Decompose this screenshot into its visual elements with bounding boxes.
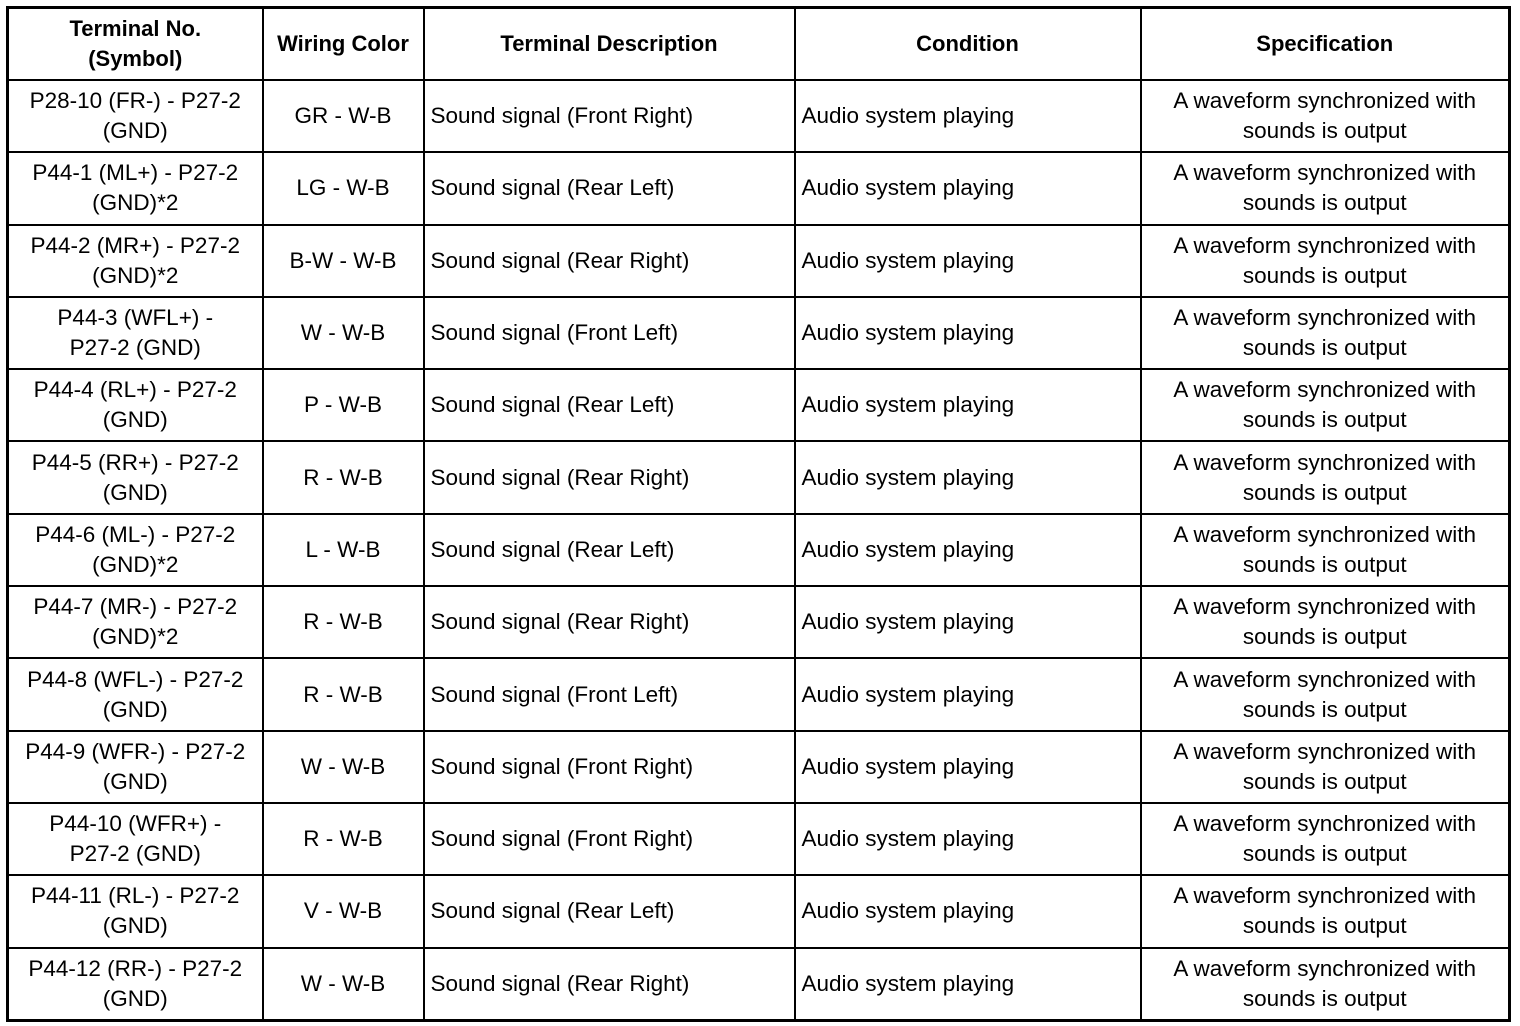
- table-row: [8, 441, 1510, 513]
- cell-terminal: P44-4 (RL+) - P27-2 (GND): [8, 369, 263, 441]
- cell-description: Sound signal (Rear Left): [424, 514, 795, 586]
- cell-condition: Audio system playing: [795, 225, 1141, 297]
- cell-description: Sound signal (Rear Left): [424, 369, 795, 441]
- cell-description: Sound signal (Front Right): [424, 731, 795, 803]
- cell-condition: Audio system playing: [795, 948, 1141, 1021]
- table-row: [8, 948, 1510, 1021]
- cell-description: Sound signal (Rear Right): [424, 948, 795, 1021]
- table-row: [8, 658, 1510, 730]
- cell-condition: Audio system playing: [795, 152, 1141, 224]
- terminal-spec-table: [6, 6, 1511, 1022]
- table-row: [8, 731, 1510, 803]
- cell-terminal: P44-1 (ML+) - P27-2 (GND)*2: [8, 152, 263, 224]
- header-condition: Condition: [795, 8, 1141, 81]
- cell-terminal: P44-8 (WFL-) - P27-2 (GND): [8, 658, 263, 730]
- cell-description: Sound signal (Rear Left): [424, 152, 795, 224]
- cell-wiring-color: R - W-B: [263, 658, 424, 730]
- table-row: [8, 586, 1510, 658]
- header-wiring-color: Wiring Color: [263, 8, 424, 81]
- cell-description: Sound signal (Front Left): [424, 297, 795, 369]
- cell-wiring-color: W - W-B: [263, 948, 424, 1021]
- cell-specification: A waveform synchronized with sounds is output: [1141, 875, 1510, 947]
- header-row: [8, 8, 1510, 81]
- table-body: [8, 80, 1510, 1021]
- header-specification: Specification: [1141, 8, 1510, 81]
- cell-condition: Audio system playing: [795, 875, 1141, 947]
- cell-description: Sound signal (Rear Right): [424, 225, 795, 297]
- cell-wiring-color: R - W-B: [263, 586, 424, 658]
- cell-specification: A waveform synchronized with sounds is output: [1141, 152, 1510, 224]
- cell-description: Sound signal (Front Left): [424, 658, 795, 730]
- cell-terminal: P44-5 (RR+) - P27-2 (GND): [8, 441, 263, 513]
- table-row: [8, 803, 1510, 875]
- cell-terminal: P44-12 (RR-) - P27-2 (GND): [8, 948, 263, 1021]
- cell-terminal: P44-2 (MR+) - P27-2 (GND)*2: [8, 225, 263, 297]
- cell-wiring-color: GR - W-B: [263, 80, 424, 152]
- cell-specification: A waveform synchronized with sounds is output: [1141, 731, 1510, 803]
- header-terminal-no: Terminal No. (Symbol): [8, 8, 263, 81]
- cell-wiring-color: P - W-B: [263, 369, 424, 441]
- cell-terminal: P44-9 (WFR-) - P27-2 (GND): [8, 731, 263, 803]
- cell-terminal: P44-3 (WFL+) - P27-2 (GND): [8, 297, 263, 369]
- table-row: [8, 152, 1510, 224]
- cell-specification: A waveform synchronized with sounds is output: [1141, 80, 1510, 152]
- cell-wiring-color: V - W-B: [263, 875, 424, 947]
- cell-specification: A waveform synchronized with sounds is output: [1141, 514, 1510, 586]
- cell-description: Sound signal (Front Right): [424, 803, 795, 875]
- cell-specification: A waveform synchronized with sounds is output: [1141, 369, 1510, 441]
- cell-wiring-color: L - W-B: [263, 514, 424, 586]
- cell-terminal: P44-11 (RL-) - P27-2 (GND): [8, 875, 263, 947]
- header-terminal-description: Terminal Description: [424, 8, 795, 81]
- cell-condition: Audio system playing: [795, 369, 1141, 441]
- cell-specification: A waveform synchronized with sounds is output: [1141, 658, 1510, 730]
- cell-description: Sound signal (Rear Right): [424, 586, 795, 658]
- cell-specification: A waveform synchronized with sounds is output: [1141, 441, 1510, 513]
- cell-wiring-color: R - W-B: [263, 441, 424, 513]
- table-row: [8, 225, 1510, 297]
- cell-wiring-color: LG - W-B: [263, 152, 424, 224]
- table-row: [8, 297, 1510, 369]
- cell-terminal: P28-10 (FR-) - P27-2 (GND): [8, 80, 263, 152]
- cell-condition: Audio system playing: [795, 731, 1141, 803]
- cell-terminal: P44-7 (MR-) - P27-2 (GND)*2: [8, 586, 263, 658]
- cell-wiring-color: W - W-B: [263, 297, 424, 369]
- cell-condition: Audio system playing: [795, 586, 1141, 658]
- table-row: [8, 369, 1510, 441]
- cell-specification: A waveform synchronized with sounds is output: [1141, 948, 1510, 1021]
- table-row: [8, 514, 1510, 586]
- cell-condition: Audio system playing: [795, 80, 1141, 152]
- cell-description: Sound signal (Front Right): [424, 80, 795, 152]
- cell-specification: A waveform synchronized with sounds is output: [1141, 586, 1510, 658]
- cell-condition: Audio system playing: [795, 803, 1141, 875]
- cell-terminal: P44-6 (ML-) - P27-2 (GND)*2: [8, 514, 263, 586]
- cell-specification: A waveform synchronized with sounds is output: [1141, 225, 1510, 297]
- table-row: [8, 875, 1510, 947]
- cell-wiring-color: W - W-B: [263, 731, 424, 803]
- cell-description: Sound signal (Rear Right): [424, 441, 795, 513]
- cell-wiring-color: B-W - W-B: [263, 225, 424, 297]
- cell-condition: Audio system playing: [795, 514, 1141, 586]
- cell-description: Sound signal (Rear Left): [424, 875, 795, 947]
- table-row: [8, 80, 1510, 152]
- cell-specification: A waveform synchronized with sounds is output: [1141, 803, 1510, 875]
- cell-condition: Audio system playing: [795, 297, 1141, 369]
- cell-terminal: P44-10 (WFR+) - P27-2 (GND): [8, 803, 263, 875]
- cell-specification: A waveform synchronized with sounds is output: [1141, 297, 1510, 369]
- cell-wiring-color: R - W-B: [263, 803, 424, 875]
- cell-condition: Audio system playing: [795, 441, 1141, 513]
- cell-condition: Audio system playing: [795, 658, 1141, 730]
